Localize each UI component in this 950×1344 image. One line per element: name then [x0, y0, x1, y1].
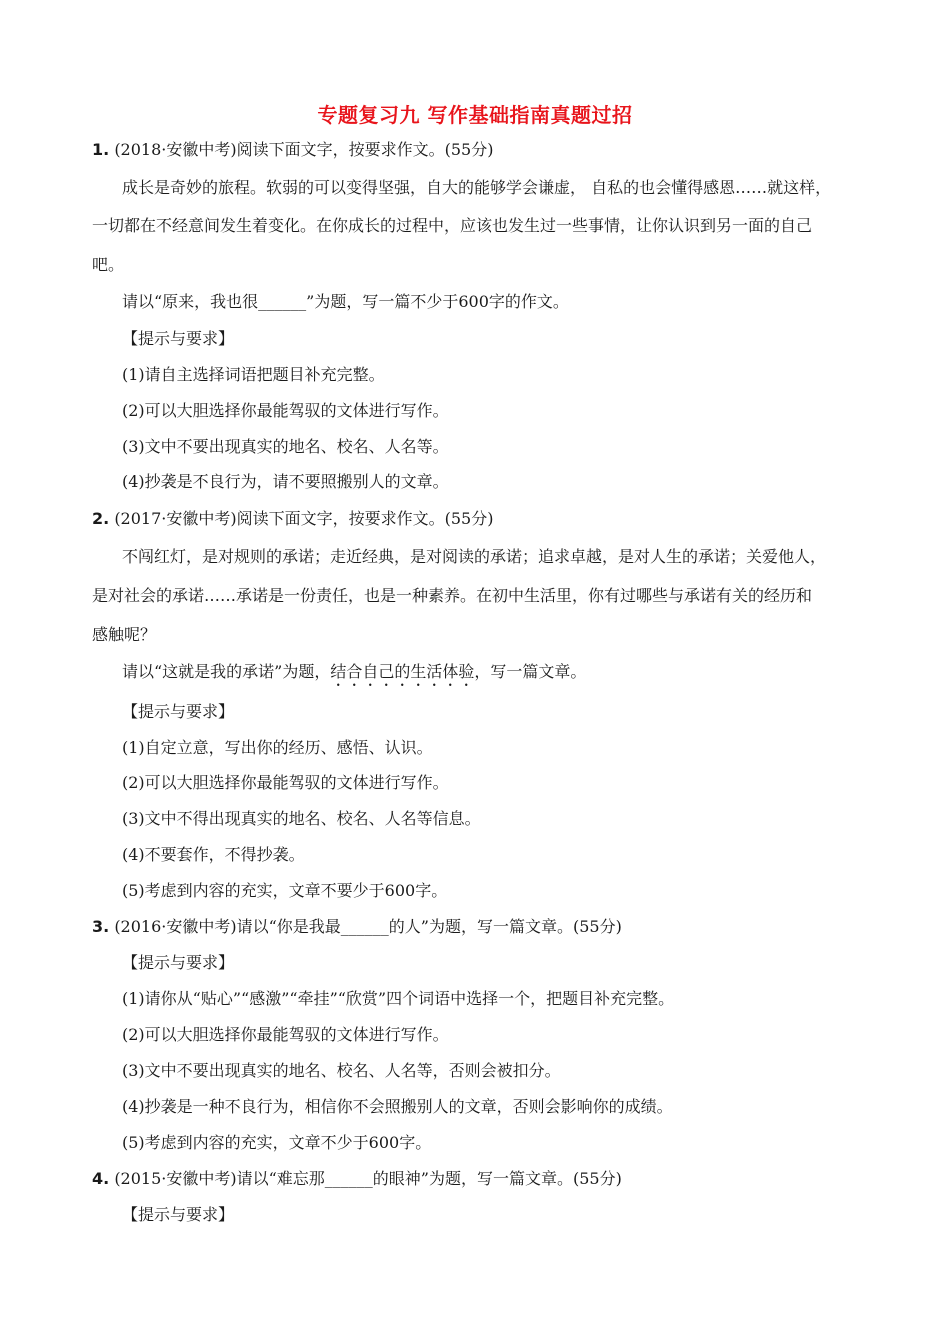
- q3-tip-item: (1)请你从“贴心”“感激”“牵挂”“欣赏”四个词语中选择一个，把题目补充完整。: [122, 989, 675, 1008]
- q2-tip-item: (3)文中不得出现真实的地名、校名、人名等信息。: [122, 809, 481, 828]
- q2-paragraph-line: 是对社会的承诺……承诺是一份责任，也是一种素养。在初中生活里，你有过哪些与承诺有关的经历和: [92, 586, 813, 605]
- q1-tips-heading: 【提示与要求】: [122, 329, 235, 348]
- q2-prompt: [122, 662, 586, 690]
- question-3-header: [92, 917, 622, 937]
- q1-tip-item: (2)可以大胆选择你最能驾驭的文体进行写作。: [122, 401, 449, 420]
- question-2-header: [92, 509, 493, 529]
- q2-tips-heading: 【提示与要求】: [122, 702, 235, 721]
- q2-tip-item: (1)自定立意，写出你的经历、感悟、认识。: [122, 738, 433, 757]
- q2-paragraph-line: 不闯红灯，是对规则的承诺；走近经典，是对阅读的承诺；追求卓越，是对人生的承诺；关爱他人，: [122, 547, 827, 566]
- q1-paragraph-line: 一切都在不经意间发生着变化。在你成长的过程中，应该也发生过一些事情，让你认识到另一面的自己: [92, 216, 813, 235]
- q2-prompt-part: ，写一篇文章。: [474, 662, 587, 681]
- question-4-header: [92, 1169, 622, 1189]
- q1-paragraph-line: 成长是奇妙的旅程。软弱的可以变得坚强，自大的能够学会谦虚， 自私的也会懂得感恩……就这样，: [122, 178, 832, 197]
- question-number: 3.: [92, 917, 110, 936]
- q2-prompt-emphasis: 结合自己的生活体验: [330, 662, 475, 681]
- q2-prompt-part: 请以“这就是我的承诺”为题，: [122, 662, 331, 681]
- q2-paragraph-line: 感触呢？: [92, 625, 157, 644]
- q1-prompt: 请以“原来，我也很______”为题，写一篇不少于600字的作文。: [122, 292, 569, 311]
- q3-tip-item: (3)文中不要出现真实的地名、校名、人名等，否则会被扣分。: [122, 1061, 561, 1080]
- q1-paragraph-line: 吧。: [92, 255, 125, 274]
- q1-tip-item: (1)请自主选择词语把题目补充完整。: [122, 365, 385, 384]
- question-number: 2.: [92, 509, 110, 528]
- q2-tip-item: (2)可以大胆选择你最能驾驭的文体进行写作。: [122, 773, 449, 792]
- q4-tips-heading: 【提示与要求】: [122, 1205, 235, 1224]
- question-source: (2016·安徽中考)请以“你是我最______的人”为题，写一篇文章。(55分): [114, 917, 622, 936]
- q3-tip-item: (5)考虑到内容的充实，文章不少于600字。: [122, 1133, 432, 1152]
- q1-tip-item: (4)抄袭是不良行为，请不要照搬别人的文章。: [122, 472, 449, 491]
- question-source: (2017·安徽中考)阅读下面文字，按要求作文。(55分): [114, 509, 494, 528]
- question-number: 4.: [92, 1169, 110, 1188]
- question-source: (2018·安徽中考)阅读下面文字，按要求作文。(55分): [114, 140, 494, 159]
- q2-tip-item: (4)不要套作，不得抄袭。: [122, 845, 305, 864]
- q3-tips-heading: 【提示与要求】: [122, 953, 235, 972]
- question-source: (2015·安徽中考)请以“难忘那______的眼神”为题，写一篇文章。(55分): [114, 1169, 622, 1188]
- q1-tip-item: (3)文中不要出现真实的地名、校名、人名等。: [122, 437, 449, 456]
- page-title: 专题复习九 写作基础指南真题过招: [317, 103, 633, 127]
- q3-tip-item: (4)抄袭是一种不良行为，相信你不会照搬别人的文章，否则会影响你的成绩。: [122, 1097, 673, 1116]
- question-1-header: [92, 140, 493, 160]
- q2-tip-item: (5)考虑到内容的充实，文章不要少于600字。: [122, 881, 448, 900]
- question-number: 1.: [92, 140, 110, 159]
- q3-tip-item: (2)可以大胆选择你最能驾驭的文体进行写作。: [122, 1025, 449, 1044]
